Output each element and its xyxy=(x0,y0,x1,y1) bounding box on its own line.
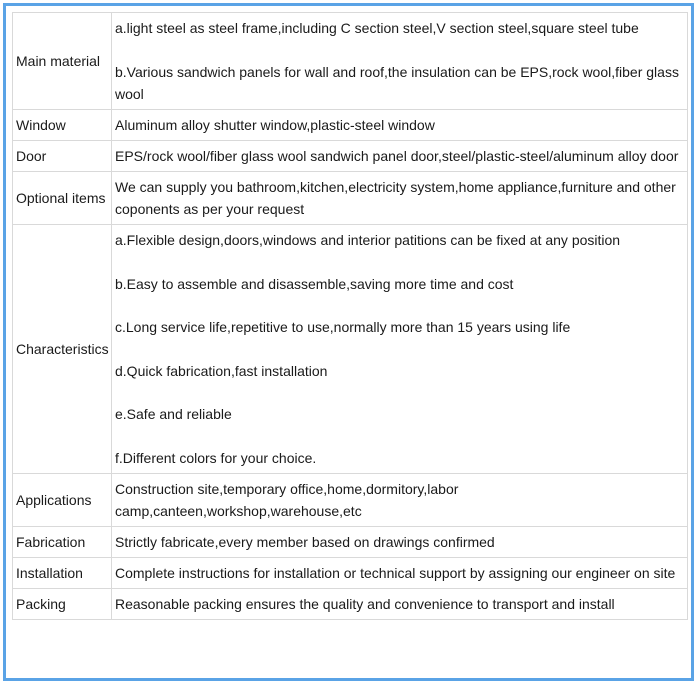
value-line: d.Quick fabrication,fast installation xyxy=(115,362,328,379)
row-value: Complete instructions for installation or technical support by assigning our engineer on site xyxy=(112,557,688,588)
value-line: a.light steel as steel frame,including C section steel,V section steel,square steel tube xyxy=(115,20,639,36)
row-label: Fabrication xyxy=(13,526,112,557)
line-gap xyxy=(115,425,685,447)
row-value: We can supply you bathroom,kitchen,electricity system,home appliance,furniture and other coponents as per your request xyxy=(112,172,688,225)
row-value xyxy=(112,225,688,474)
table-row-optional-items xyxy=(13,172,688,225)
value-line: c.Long service life,repetitive to use,normally more than 15 years using life xyxy=(115,319,571,336)
row-label: Window xyxy=(13,110,112,141)
spec-table xyxy=(12,12,688,620)
table-row-window xyxy=(13,110,688,141)
line-gap xyxy=(115,382,685,404)
row-value: Reasonable packing ensures the quality and convenience to transport and install xyxy=(112,588,688,619)
row-label: Optional items xyxy=(13,172,112,225)
row-value: Strictly fabricate,every member based on drawings confirmed xyxy=(112,526,688,557)
row-label: Characteristics xyxy=(13,225,112,474)
line-gap xyxy=(115,39,685,61)
row-label: Door xyxy=(13,141,112,172)
row-label: Packing xyxy=(13,588,112,619)
table-row-fabrication xyxy=(13,526,688,557)
table-row-characteristics xyxy=(13,225,688,474)
line-gap xyxy=(115,251,685,273)
row-label: Main material xyxy=(13,13,112,110)
row-value: EPS/rock wool/fiber glass wool sandwich panel door,steel/plastic-steel/aluminum alloy door xyxy=(112,141,688,172)
row-value: Aluminum alloy shutter window,plastic-steel window xyxy=(112,110,688,141)
value-line: f.Different colors for your choice. xyxy=(115,449,317,466)
table-row-door xyxy=(13,141,688,172)
value-line: e.Safe and reliable xyxy=(115,406,232,423)
line-gap xyxy=(115,295,685,317)
table-row-applications xyxy=(13,473,688,526)
value-line: b.Various sandwich panels for wall and roof,the insulation can be EPS,rock wool,fiber glass wool xyxy=(115,64,679,102)
table-row-packing xyxy=(13,588,688,619)
row-label: Applications xyxy=(13,473,112,526)
line-gap xyxy=(115,338,685,360)
table-row-main-material xyxy=(13,13,688,110)
value-line: a.Flexible design,doors,windows and interior patitions can be fixed at any position xyxy=(115,232,621,248)
value-line: b.Easy to assemble and disassemble,saving more time and cost xyxy=(115,275,514,292)
row-value: Construction site,temporary office,home,dormitory,labor camp,canteen,workshop,warehouse,etc xyxy=(112,473,688,526)
table-row-installation xyxy=(13,557,688,588)
row-label: Installation xyxy=(13,557,112,588)
row-value xyxy=(112,13,688,110)
